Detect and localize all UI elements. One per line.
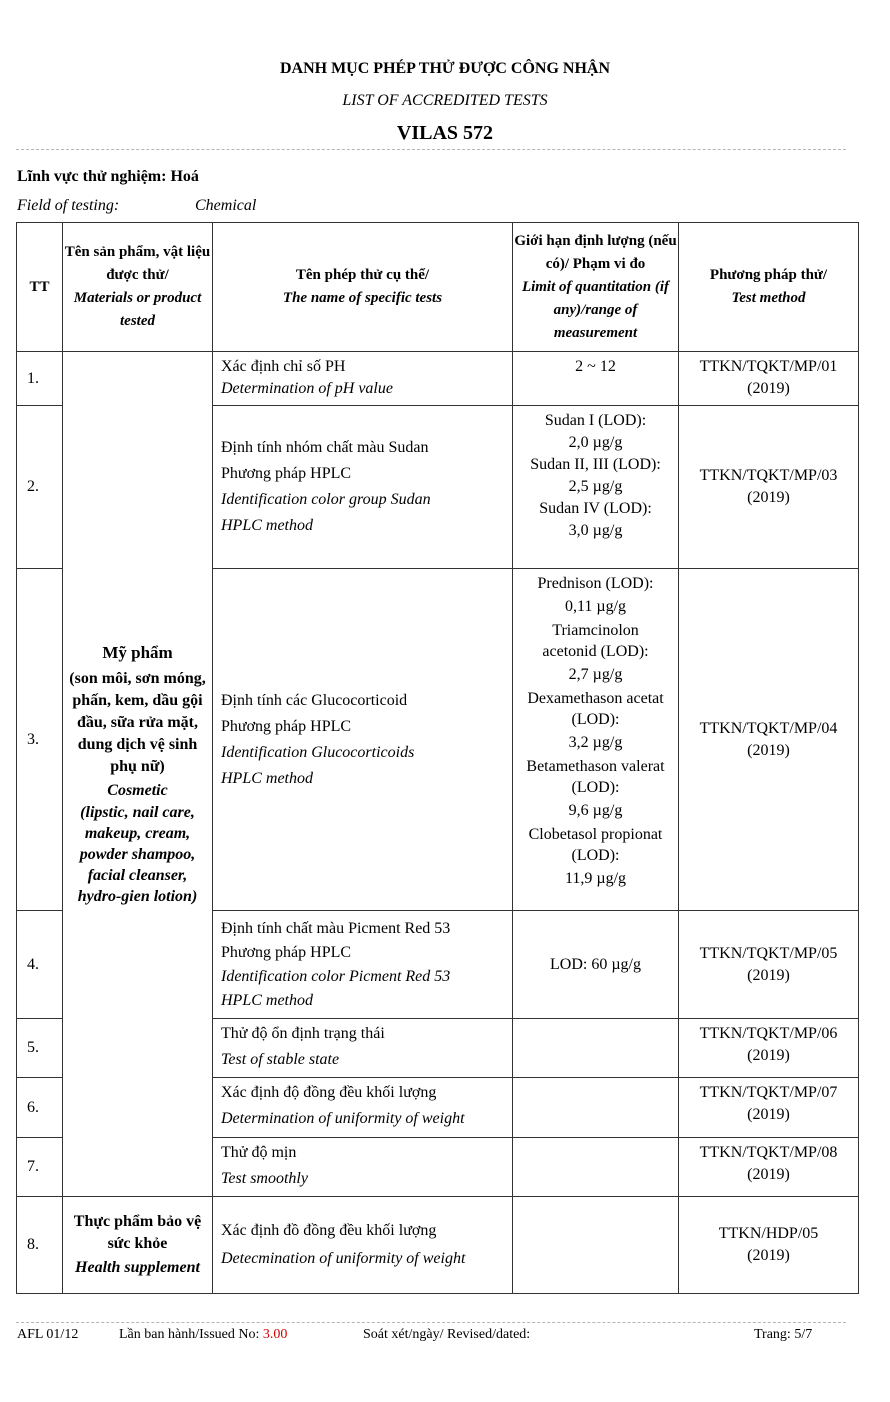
material-cosmetic (63, 352, 213, 1197)
test-name (213, 911, 513, 1019)
lod-name: Triamcinolon acetonid (LOD): (542, 622, 649, 660)
header-limit-vn: Giới hạn định lượng (nếu có)/ Phạm vi đo (514, 232, 677, 272)
issue-info (119, 1327, 287, 1343)
field-of-testing-en-label: Field of testing: (17, 197, 120, 214)
test-method (679, 1138, 859, 1197)
test-name (213, 352, 513, 406)
header-material-en: Materials or product tested (73, 290, 202, 329)
limit-value (513, 406, 679, 569)
test-method (679, 1019, 859, 1078)
accredited-tests-table (16, 222, 859, 1294)
lod-name: Sudan I (LOD): (544, 412, 647, 429)
lod-name: Sudan II, III (LOD): (530, 456, 661, 473)
limit-value (513, 1078, 679, 1138)
row-number: 5. (17, 1019, 63, 1078)
test-method-en: HPLC method (221, 991, 313, 1009)
lod-value: 2,7 µg/g (568, 666, 623, 683)
test-method-vn: Phương pháp HPLC (221, 465, 352, 482)
material-cosmetic-vn: Mỹ phẩm (102, 642, 173, 662)
method-year: (2019) (747, 489, 790, 506)
test-method (679, 406, 859, 569)
lod-value: 3,0 µg/g (568, 522, 623, 539)
lod-name: Dexamethason acetat (LOD): (527, 690, 664, 728)
header-limit-en: Limit of quantitation (if any)/range of measurement (521, 278, 670, 341)
footer-divider (16, 1322, 846, 1323)
header-test (213, 223, 513, 352)
issue-label: Lần ban hành/Issued No: (119, 1327, 260, 1342)
test-name (213, 1019, 513, 1078)
test-method-en: HPLC method (221, 517, 313, 534)
test-name (213, 1078, 513, 1138)
lod-value: 3,2 µg/g (568, 734, 623, 751)
test-name-vn: Xác định chỉ số PH (221, 358, 346, 375)
lod-value: 9,6 µg/g (568, 802, 623, 819)
header-method-en: Test method (731, 290, 806, 306)
row-number: 7. (17, 1138, 63, 1197)
test-name (213, 569, 513, 911)
page-number: Trang: 5/7 (754, 1327, 813, 1342)
method-year: (2019) (747, 1166, 790, 1183)
lod-name: Sudan IV (LOD): (539, 500, 652, 517)
material-health-en: Health supplement (75, 1259, 200, 1276)
test-method-vn: Phương pháp HPLC (221, 717, 352, 735)
test-method (679, 352, 859, 406)
row-number: 2. (17, 406, 63, 569)
limit-value (513, 1197, 679, 1294)
test-name (213, 1138, 513, 1197)
test-method (679, 1078, 859, 1138)
document-title-en: LIST OF ACCREDITED TESTS (342, 92, 548, 109)
header-test-vn: Tên phép thử cụ thể/ (295, 267, 430, 283)
header-tt: TT (17, 223, 63, 352)
limit-value (513, 569, 679, 911)
lod-value: 11,9 µg/g (564, 870, 627, 887)
material-health-supplement (63, 1197, 213, 1294)
material-cosmetic-en: Cosmetic (107, 781, 168, 799)
test-name-en: Identification Glucocorticoids (221, 743, 415, 761)
test-name (213, 1197, 513, 1294)
method-year: (2019) (747, 380, 790, 397)
material-cosmetic-en-detail: (lipstic, nail care, makeup, cream, powder shampoo, facial cleanser, hydro-gien lotion) (77, 803, 198, 905)
lod-name: Prednison (LOD): (537, 575, 654, 592)
method-code: TTKN/TQKT/MP/03 (699, 467, 838, 484)
row-number: 1. (17, 352, 63, 406)
test-method (679, 569, 859, 911)
header-method-vn: Phương pháp thử/ (709, 267, 828, 283)
method-code: TTKN/TQKT/MP/04 (699, 719, 838, 737)
test-name-vn: Định tính nhóm chất màu Sudan (221, 439, 429, 456)
row-number: 8. (17, 1197, 63, 1294)
test-name-en: Test smoothly (221, 1170, 308, 1187)
test-name-vn: Định tính các Glucocorticoid (221, 691, 408, 709)
method-code: TTKN/TQKT/MP/01 (699, 358, 838, 375)
test-name-vn: Thử độ ổn định trạng thái (221, 1025, 385, 1042)
test-method (679, 911, 859, 1019)
lod-name: Clobetasol propionat (LOD): (528, 826, 663, 864)
test-name-en: Determination of pH value (221, 380, 393, 397)
test-name (213, 406, 513, 569)
test-name-vn: Định tính chất màu Picment Red 53 (221, 919, 451, 937)
header-material (63, 223, 213, 352)
row-number: 6. (17, 1078, 63, 1138)
test-name-en: Identification color group Sudan (221, 491, 431, 508)
header-material-vn: Tên sản phẩm, vật liệu được thử/ (64, 244, 211, 283)
method-code: TTKN/TQKT/MP/06 (699, 1025, 838, 1042)
table-row (17, 352, 859, 406)
method-code: TTKN/TQKT/MP/07 (699, 1084, 838, 1101)
document-title-vn: DANH MỤC PHÉP THỬ ĐƯỢC CÔNG NHẬN (279, 60, 611, 77)
test-method-vn: Phương pháp HPLC (221, 943, 352, 961)
material-health-vn: Thực phẩm bảo vệ sức khỏe (73, 1213, 202, 1252)
header-limit (513, 223, 679, 352)
field-of-testing-en-value: Chemical (195, 197, 257, 214)
lod-value: 2,5 µg/g (568, 478, 623, 495)
test-name-vn: Xác định độ đồng đều khối lượng (221, 1084, 437, 1101)
method-year: (2019) (747, 1106, 790, 1123)
issue-number: 3.00 (262, 1327, 288, 1342)
limit-value (513, 1019, 679, 1078)
table-header-row (17, 223, 859, 352)
method-code: TTKN/TQKT/MP/05 (699, 944, 838, 962)
test-name-en: Test of stable state (221, 1051, 340, 1068)
material-cosmetic-vn-detail: (son môi, sơn móng, phấn, kem, dầu gội đầu, sữa rửa mặt, dung dịch vệ sinh phụ nữ) (69, 669, 206, 775)
lod-value: 0,11 µg/g (564, 598, 627, 615)
lod-value: 2,0 µg/g (568, 434, 623, 451)
vilas-code: VILAS 572 (396, 122, 494, 144)
method-year: (2019) (747, 966, 790, 984)
test-name-en: Identification color Picment Red 53 (221, 967, 451, 985)
limit-value: LOD: 60 µg/g (513, 911, 679, 1019)
test-name-en: Determination of uniformity of weight (221, 1110, 465, 1127)
test-name-vn: Thử độ mịn (221, 1144, 297, 1161)
test-name-en: Detecmination of uniformity of weight (221, 1250, 466, 1267)
lod-name: Betamethason valerat (LOD): (526, 758, 665, 796)
test-method (679, 1197, 859, 1294)
method-code: TTKN/HDP/05 (718, 1225, 819, 1242)
header-divider (16, 149, 846, 150)
field-of-testing-vn: Lĩnh vực thử nghiệm: Hoá (17, 168, 199, 185)
form-code: AFL 01/12 (17, 1327, 79, 1342)
table-row (17, 1197, 859, 1294)
row-number: 3. (17, 569, 63, 911)
limit-value: 2 ~ 12 (513, 352, 679, 406)
test-name-vn: Xác định đồ đồng đều khối lượng (221, 1222, 437, 1239)
method-code: TTKN/TQKT/MP/08 (699, 1144, 838, 1161)
test-method-en: HPLC method (221, 769, 313, 787)
limit-value (513, 1138, 679, 1197)
revised-label: Soát xét/ngày/ Revised/dated: (363, 1327, 531, 1342)
method-year: (2019) (747, 741, 790, 759)
header-test-en: The name of specific tests (282, 290, 443, 306)
row-number: 4. (17, 911, 63, 1019)
method-year: (2019) (747, 1247, 790, 1264)
header-method (679, 223, 859, 352)
method-year: (2019) (747, 1047, 790, 1064)
